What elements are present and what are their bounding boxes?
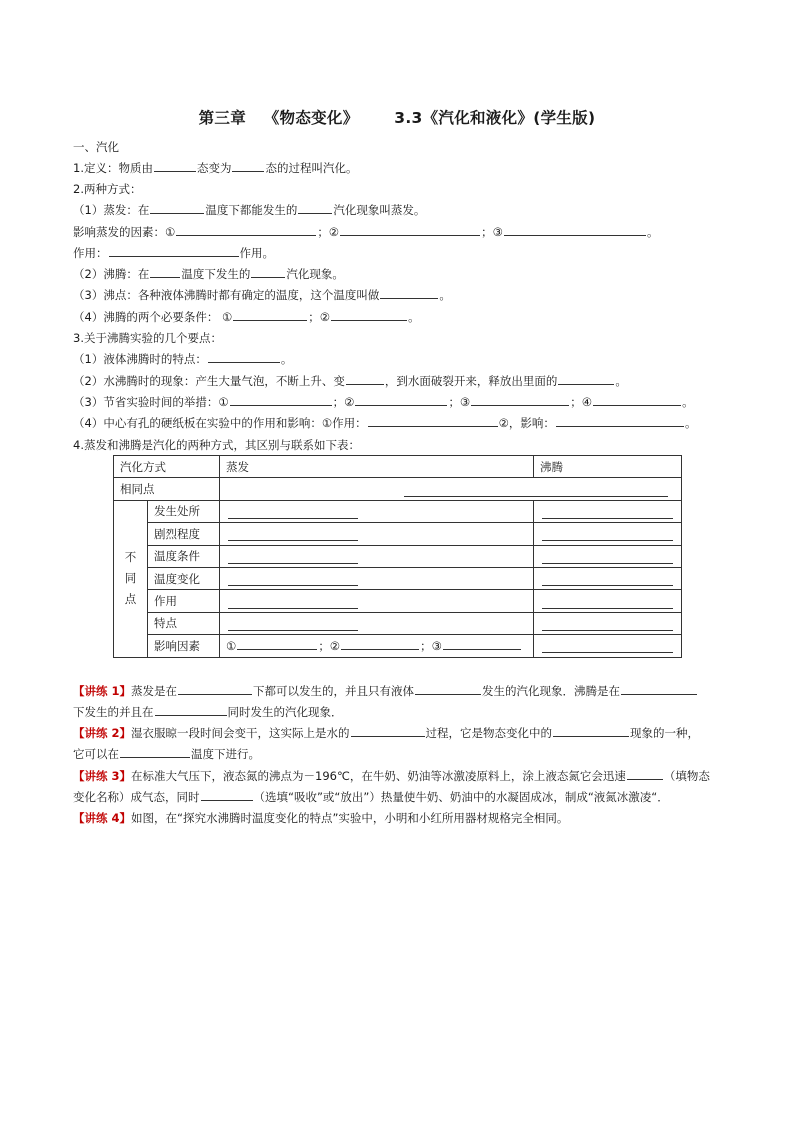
header-boiling: 沸腾	[534, 456, 682, 478]
section4-heading: 4.蒸发和沸腾是汽化的两种方式，其区别与联系如下表：	[73, 438, 360, 452]
boil-cell[interactable]	[534, 523, 682, 545]
blank[interactable]	[415, 683, 481, 695]
title-lesson: 3.3《汽化和液化》(学生版)	[394, 109, 596, 127]
blank[interactable]	[331, 309, 407, 321]
exercise-tag: 【讲练 4】	[73, 811, 132, 825]
table-row	[114, 523, 682, 545]
title-topic: 《物态变化》	[263, 109, 359, 127]
blank[interactable]	[228, 616, 358, 631]
row-label: 特点	[148, 612, 220, 634]
blank[interactable]	[443, 638, 521, 650]
blank[interactable]	[341, 638, 419, 650]
evap-cell[interactable]	[220, 500, 534, 522]
row-label: 温度变化	[148, 567, 220, 589]
boil-cell[interactable]	[534, 612, 682, 634]
evap-cell[interactable]	[220, 567, 534, 589]
boil-cell[interactable]	[534, 500, 682, 522]
blank[interactable]	[228, 549, 358, 564]
row-label: 发生处所	[148, 500, 220, 522]
blank[interactable]	[553, 725, 629, 737]
blank[interactable]	[251, 266, 285, 278]
blank[interactable]	[355, 394, 447, 406]
header-evaporation: 蒸发	[220, 456, 534, 478]
blank[interactable]	[228, 526, 358, 541]
blank[interactable]	[558, 373, 614, 385]
same-answer-cell[interactable]	[220, 478, 682, 500]
blank[interactable]	[542, 594, 673, 609]
header-method: 汽化方式	[114, 456, 220, 478]
evaporation-factors-line: 影响蒸发的因素：① ；② ；③ 。	[73, 225, 659, 239]
blank[interactable]	[228, 571, 358, 586]
table-row	[114, 500, 682, 522]
boiling-conditions-line: （4）沸腾的两个必要条件： ① ；② 。	[73, 310, 420, 324]
row-label: 剧烈程度	[148, 523, 220, 545]
title-chapter: 第三章	[198, 109, 247, 127]
blank[interactable]	[120, 746, 190, 758]
exercise-2: 【讲练 2】湿衣服晾一段时间会变干，这实际上是水的 过程，它是物态变化中的 现象的一种，	[73, 726, 700, 740]
exercise-3-cont: 变化名称）成气态，同时 （选填“吸收”或“放出”）热量使牛奶、奶油中的水凝固成冰，制成“液氮冰激凌“．	[73, 790, 669, 804]
row-label: 温度条件	[148, 545, 220, 567]
boil-cell[interactable]	[534, 567, 682, 589]
blank[interactable]	[404, 482, 668, 497]
comparison-table	[113, 455, 682, 658]
blank[interactable]	[176, 224, 316, 236]
differences-label: 不 同 点	[114, 500, 148, 657]
exercise-4: 【讲练 4】如图，在“探究水沸腾时温度变化的特点”实验中，小明和小红所用器材规格完全相同。	[73, 811, 569, 825]
blank[interactable]	[178, 683, 252, 695]
table-header-row	[114, 456, 682, 478]
table-row	[114, 545, 682, 567]
blank[interactable]	[155, 704, 227, 716]
blank[interactable]	[201, 789, 253, 801]
blank[interactable]	[556, 415, 684, 427]
blank[interactable]	[504, 224, 646, 236]
blank[interactable]	[542, 549, 673, 564]
blank[interactable]	[150, 266, 180, 278]
table-row	[114, 590, 682, 612]
table-row	[114, 612, 682, 634]
page-title	[0, 106, 794, 128]
blank[interactable]	[340, 224, 480, 236]
evap-factors-cell[interactable]: ① ；② ；③	[220, 635, 534, 657]
blank[interactable]	[542, 571, 673, 586]
exercise-1: 【讲练 1】蒸发是在 下都可以发生的，并且只有液体 发生的汽化现象．沸腾是在	[73, 683, 698, 699]
blank[interactable]	[542, 638, 673, 653]
evap-cell[interactable]	[220, 545, 534, 567]
blank[interactable]	[346, 373, 384, 385]
exercise-tag: 【讲练 2】	[73, 726, 132, 740]
exercise-1-cont: 下发生的并且在 同时发生的汽化现象．	[73, 705, 343, 719]
boil-cell[interactable]	[534, 635, 682, 657]
cardboard-line: （4）中心有孔的硬纸板在实验中的作用和影响：①作用： ②，影响： 。	[73, 416, 697, 430]
blank[interactable]	[228, 504, 358, 519]
blank[interactable]	[233, 309, 307, 321]
save-time-line: （3）节省实验时间的举措：① ；② ；③ ；④ 。	[73, 395, 694, 409]
table-row	[114, 567, 682, 589]
blank[interactable]	[154, 160, 196, 172]
evaporation-effect-line: 作用： 作用。	[73, 246, 274, 260]
evap-cell[interactable]	[220, 612, 534, 634]
row-label: 作用	[148, 590, 220, 612]
blank[interactable]	[232, 160, 264, 172]
blank[interactable]	[593, 394, 681, 406]
blank[interactable]	[627, 768, 663, 780]
blank[interactable]	[351, 725, 425, 737]
blank[interactable]	[542, 616, 673, 631]
definition-line: 1.定义：物质由 态变为 态的过程叫汽化。	[73, 161, 358, 175]
table-row-same	[114, 478, 682, 500]
blank[interactable]	[237, 638, 317, 650]
blank[interactable]	[109, 245, 239, 257]
blank[interactable]	[150, 202, 204, 214]
boiling-characteristic-line: （1）液体沸腾时的特点： 。	[73, 352, 293, 366]
blank[interactable]	[542, 504, 673, 519]
exercise-tag: 【讲练 3】	[73, 769, 132, 783]
boiling-point-line: （3）沸点：各种液体沸腾时都有确定的温度，这个温度叫做 。	[73, 288, 451, 302]
exercise-2-cont: 它可以在 温度下进行。	[73, 747, 260, 761]
evaporation-line: （1）蒸发：在 温度下都能发生的 汽化现象叫蒸发。	[73, 203, 426, 217]
two-methods-line: 2.两种方式：	[73, 182, 142, 196]
blank[interactable]	[471, 394, 569, 406]
boiling-line: （2）沸腾：在 温度下发生的 汽化现象。	[73, 267, 344, 281]
section1-heading: 一、汽化	[73, 140, 119, 154]
blank[interactable]	[542, 526, 673, 541]
boil-cell[interactable]	[534, 590, 682, 612]
exercise-3: 【讲练 3】在标准大气压下，液态氮的沸点为－196℃，在牛奶、奶油等冰激凌原料上，涂上液态氮它会迅速 （填物态	[73, 769, 710, 783]
boil-cell[interactable]	[534, 545, 682, 567]
blank[interactable]	[230, 394, 332, 406]
row-label: 影响因素	[148, 635, 220, 657]
section3-heading: 3.关于沸腾实验的几个要点：	[73, 331, 222, 345]
exercise-tag: 【讲练 1】	[73, 684, 132, 698]
blank[interactable]	[228, 594, 358, 609]
table-row	[114, 635, 682, 657]
same-label: 相同点	[114, 478, 220, 500]
blank[interactable]	[368, 415, 498, 427]
blank[interactable]	[621, 683, 697, 695]
blank[interactable]	[380, 287, 438, 299]
evap-cell[interactable]	[220, 523, 534, 545]
blank[interactable]	[208, 351, 280, 363]
blank[interactable]	[298, 202, 332, 214]
evap-cell[interactable]	[220, 590, 534, 612]
boiling-phenomenon-line: （2）水沸腾时的现象：产生大量气泡，不断上升、变 ，到水面破裂开来，释放出里面的 。	[73, 374, 627, 388]
